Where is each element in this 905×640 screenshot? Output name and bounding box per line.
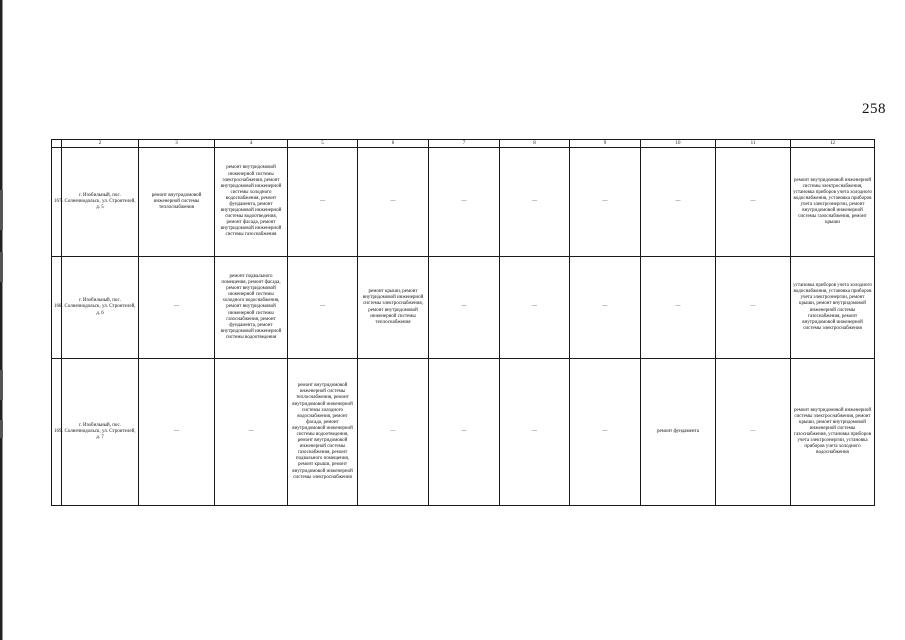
header-cell: 3 [139, 140, 215, 148]
empty-dash-cell: — [716, 359, 791, 506]
row-number: 169. [52, 359, 62, 506]
scan-mark [0, 190, 3, 230]
header-cell: 11 [716, 140, 791, 148]
empty-dash-cell: — [500, 148, 570, 257]
table-row [52, 359, 875, 506]
address-cell: г. Изобильный, пос. Солнечнодольск, ул. Строителей, д. 5 [62, 148, 139, 257]
empty-dash-cell: — [500, 257, 570, 359]
table-row [52, 257, 875, 359]
scan-mark [0, 370, 3, 400]
header-cell: 6 [358, 140, 429, 148]
empty-dash-cell: — [215, 359, 288, 506]
scan-mark [0, 252, 3, 282]
header-cell: 7 [429, 140, 500, 148]
header-cell: 12 [791, 140, 875, 148]
header-cell: 10 [641, 140, 716, 148]
empty-dash-cell: — [288, 148, 358, 257]
empty-dash-cell: — [500, 359, 570, 506]
header-cell: 2 [62, 140, 139, 148]
empty-dash-cell: — [429, 148, 500, 257]
row-number: 168. [52, 257, 62, 359]
work-cell: ремонт внутридомовой инженерной системы электроснабжения, ремонт крыши, ремонт внутридомовой инженерной системы газоснабжения, установка приборов учета электроэнергии, установка приборов учета холодного водоснабжения [791, 359, 875, 506]
header-cell [52, 140, 62, 148]
empty-dash-cell: — [570, 148, 641, 257]
work-cell: ремонт крыши, ремонт внутридомовой инженерной системы электроснабжения, ремонт внутридомовой инженерной системы теплоснабжения [358, 257, 429, 359]
work-cell: ремонт подвального помещения, ремонт фасада, ремонт внутридомовой инженерной системы холодного водоснабжения, ремонт внутридомовой инженерной системы газоснабжения, ремонт фундамента, ремонт внутридомовой инженерной системы водоотведения [215, 257, 288, 359]
empty-dash-cell: — [139, 257, 215, 359]
empty-dash-cell: — [358, 148, 429, 257]
empty-dash-cell: — [641, 148, 716, 257]
header-cell: 4 [215, 140, 288, 148]
empty-dash-cell: — [358, 359, 429, 506]
empty-dash-cell: — [570, 257, 641, 359]
empty-dash-cell: — [716, 257, 791, 359]
work-cell: ремонт внутридомовой инженерной системы электроснабжения, установка приборов учета холодного водоснабжения, установка приборов учета электроэнергии, ремонт внутридомовой инженерной системы газоснабжения, ремонт крыши [791, 148, 875, 257]
address-cell: г. Изобильный, пос. Солнечнодольск, ул. Строителей, д. 6 [62, 257, 139, 359]
empty-dash-cell: — [641, 257, 716, 359]
empty-dash-cell: — [288, 257, 358, 359]
empty-dash-cell: — [716, 148, 791, 257]
header-cell: 8 [500, 140, 570, 148]
address-cell: г. Изобильный, пос. Солнечнодольск, ул. Строителей, д. 7 [62, 359, 139, 506]
page-number: 258 [862, 101, 886, 117]
empty-dash-cell: — [139, 359, 215, 506]
empty-dash-cell: — [429, 359, 500, 506]
empty-dash-cell: — [570, 359, 641, 506]
work-cell: ремонт фундамента [641, 359, 716, 506]
work-cell: ремонт внутридомовой инженерной системы электроснабжения, ремонт внутридомовой инженерной системы холодного водоснабжения, ремонт фундамента, ремонт внутридомовой инженерной системы водоотведения, ремонт фасада, ремонт внутридомовой инженерной системы газоснабжения [215, 148, 288, 257]
row-number: 167. [52, 148, 62, 257]
scan-mark [0, 420, 3, 438]
work-cell: ремонт внутридомовой инженерной системы теплоснабжения [139, 148, 215, 257]
empty-dash-cell: — [429, 257, 500, 359]
work-cell: ремонт внутридомовой инженерной системы теплоснабжения, ремонт внутридомовой инженерной системы холодного водоснабжения, ремонт фасада, ремонт внутридомовой инженерной системы водоотведения, ремонт внутридомовой инженерной системы газоснабжения, ремонт подвального помещения, ремонт крыши, ремонт внутридомовой инженерной системы электроснабжения [288, 359, 358, 506]
scan-left-edge [0, 0, 3, 640]
header-row [52, 140, 875, 148]
work-cell: установка приборов учета холодного водоснабжения, установка приборов учета электроэнергии, ремонт крыши, ремонт внутридомовой инженерной системы газоснабжения, ремонт внутридомовой инженерной системы электроснабжения [791, 257, 875, 359]
header-cell: 9 [570, 140, 641, 148]
capital-repair-table [51, 139, 875, 506]
table-row [52, 148, 875, 257]
header-cell: 5 [288, 140, 358, 148]
